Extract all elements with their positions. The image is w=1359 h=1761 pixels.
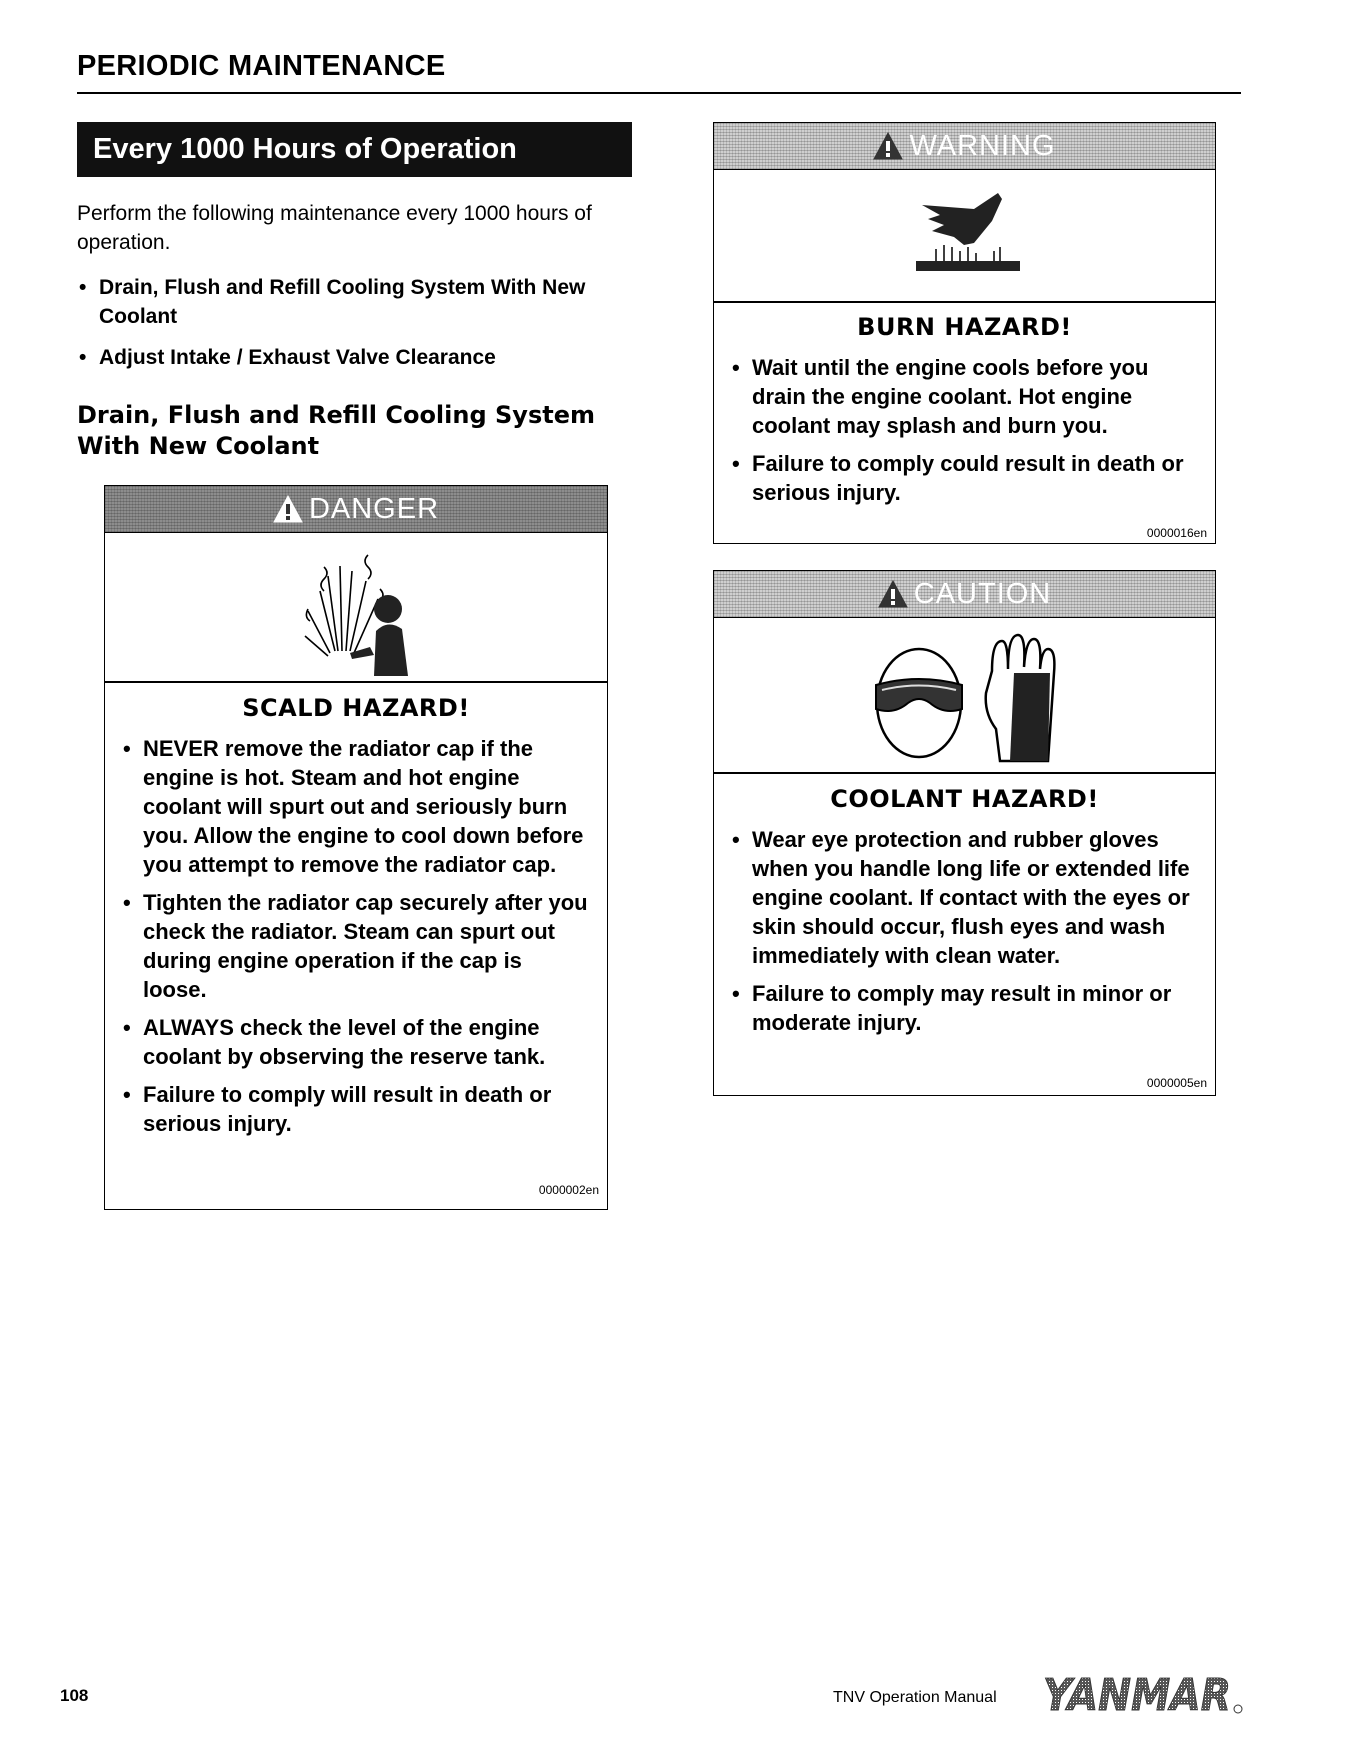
warning-list <box>730 353 1200 516</box>
danger-label: DANGER <box>308 492 440 525</box>
warning-divider <box>714 301 1215 303</box>
section-banner: Every 1000 Hours of Operation <box>77 122 632 177</box>
warning-code: 0000016en <box>1146 526 1207 540</box>
header-divider <box>77 92 1241 94</box>
intro-text: Perform the following maintenance every 1000 hours of operation. <box>77 202 592 254</box>
page-number: 108 <box>60 1686 89 1705</box>
caution-title: COOLANT HAZARD! <box>830 785 1099 813</box>
section-subheading: Drain, Flush and Refill Cooling System With New Coolant <box>77 401 595 460</box>
list-item: • ALWAYS check the level of the engine coolant by observing the reserve tank. <box>121 1013 591 1071</box>
caution-divider <box>714 772 1215 774</box>
list-item: • Wait until the engine cools before you drain the engine coolant. Hot engine coolant may splash and burn you. <box>730 353 1200 440</box>
danger-banner <box>105 486 607 533</box>
alert-triangle-icon <box>878 580 908 608</box>
task-list <box>77 273 637 384</box>
danger-title: SCALD HAZARD! <box>242 694 470 722</box>
brand-logo <box>1043 1672 1243 1718</box>
danger-box <box>104 485 608 1210</box>
list-item: • Failure to comply will result in death or serious injury. <box>121 1080 591 1138</box>
danger-list <box>121 734 591 1147</box>
danger-code: 0000002en <box>538 1183 599 1197</box>
list-item: • Drain, Flush and Refill Cooling System With New Coolant <box>77 273 637 331</box>
list-item: • Adjust Intake / Exhaust Valve Clearance <box>77 343 637 372</box>
caution-label: CAUTION <box>913 577 1052 610</box>
danger-divider <box>105 681 607 683</box>
steam-spray-burn-icon <box>280 551 430 676</box>
brand-logo-text: YANMAR <box>1043 1672 1231 1718</box>
caution-list <box>730 825 1205 1046</box>
warning-banner <box>714 123 1215 170</box>
list-item: • Failure to comply may result in minor or moderate injury. <box>730 979 1205 1037</box>
warning-title: BURN HAZARD! <box>857 313 1072 341</box>
caution-code: 0000005en <box>1146 1076 1207 1090</box>
alert-triangle-icon <box>873 132 903 160</box>
list-item: • Tighten the radiator cap securely after you check the radiator. Steam can spurt out during engine operation if the cap is loose. <box>121 888 591 1004</box>
caution-banner <box>714 571 1215 618</box>
manual-name: TNV Operation Manual <box>833 1689 997 1706</box>
warning-box <box>713 122 1216 544</box>
hot-surface-hand-icon <box>914 191 1024 273</box>
list-item: • Failure to comply could result in death or serious injury. <box>730 449 1200 507</box>
list-item: • NEVER remove the radiator cap if the engine is hot. Steam and hot engine coolant will spurt out and seriously burn you. Allow the engine to cool down before you attempt to remove the radiator cap. <box>121 734 591 879</box>
goggles-and-gloves-icon <box>864 633 1074 768</box>
list-item: • Wear eye protection and rubber gloves when you handle long life or extended life engine coolant. If contact with the eyes or skin should occur, flush eyes and wash immediately with clean water. <box>730 825 1205 970</box>
warning-label: WARNING <box>909 129 1056 162</box>
caution-box <box>713 570 1216 1096</box>
page-title: PERIODIC MAINTENANCE <box>77 50 446 82</box>
alert-triangle-icon <box>273 495 303 523</box>
